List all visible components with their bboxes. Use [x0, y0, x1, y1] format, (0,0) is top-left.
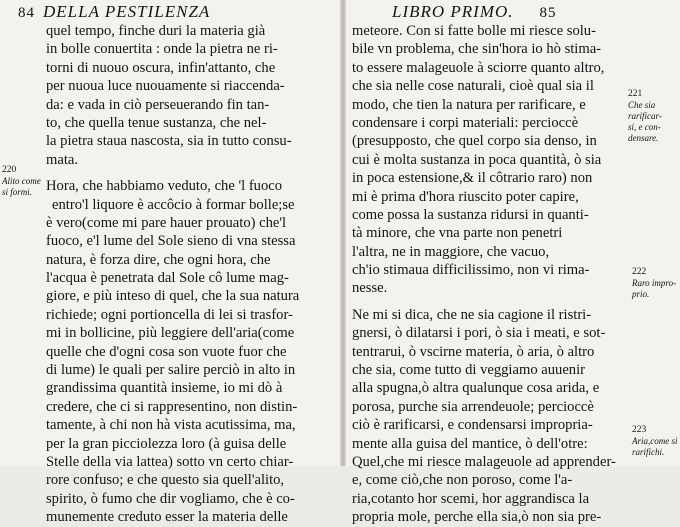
- text-line: tamente, à chi non hà vista acutissima, ma,: [46, 417, 296, 434]
- text-line: (presupposto, che quel corpo sia denso, in: [352, 133, 597, 150]
- text-line: che sia, come tutto di veggiamo auuenir: [352, 362, 586, 379]
- text-line: da: e vada in ciò perseuerando fin tan-: [46, 96, 270, 113]
- text-line: ch'io stimaua difficilissimo, non vi rima-: [352, 262, 590, 279]
- text-line: Stelle della via lattea) sotto vn certo chiar-: [46, 453, 294, 470]
- text-line: ciò è rarificarsi, e condensarsi impropria-: [352, 417, 593, 434]
- margin-note-number: 221: [628, 89, 643, 99]
- margin-note-text: Alito come si formi.: [2, 176, 41, 197]
- text-line: che sia nelle cose naturali, cioè qual sia il: [352, 78, 594, 95]
- paragraph-start-line: Hora, che habbiamo veduto, che 'l fuoco: [46, 178, 283, 195]
- text-line: natura, è forza dire, che ogni hora, che: [46, 251, 271, 268]
- text-line: modo, che tien la natura per rarificare, e: [352, 96, 586, 113]
- text-line: cui è molta sustanza in poca quantità, ò sia: [352, 151, 602, 168]
- margin-note-220: [2, 164, 41, 198]
- margin-note-text: Raro impro- prio.: [632, 278, 677, 299]
- text-line: entro'l liquore è accôcio à formar bolle;se: [52, 196, 295, 213]
- text-line: in poca estensione,& il côtrario raro) non: [352, 170, 593, 187]
- margin-note-text: Che sia rarificar- si, e con- densare.: [628, 100, 662, 143]
- text-line: mata.: [46, 151, 79, 168]
- text-line: di lume) le quali per salire perciò in alto in: [46, 362, 296, 379]
- margin-note-number: 223: [632, 425, 647, 435]
- left-page: [0, 0, 338, 526]
- margin-note-text: Aria,come si rarifichi.: [632, 436, 678, 457]
- text-line: mi in bollicine, più leggiere dell'aria(come: [46, 325, 295, 342]
- right-head-title: LIBRO PRIMO.: [392, 2, 514, 21]
- text-line: la pietra staua nascosta, sia in tutto consu-: [46, 133, 292, 150]
- text-line: per la gran picciolezza loro (à guisa delle: [46, 435, 287, 452]
- text-line: quelle che d'ogni cosa son vuote fuor che: [46, 343, 287, 360]
- text-line: munemente creduto esser la materia delle: [46, 509, 288, 526]
- margin-note-222: [632, 266, 676, 300]
- text-line: spirito, ò fumo che dir vogliamo, che è co-: [46, 490, 295, 507]
- left-running-head: [18, 2, 210, 22]
- text-line: richiede; ogni portioncella di lei si trasfor-: [46, 306, 293, 323]
- text-line: ria,cotanto hor scemi, hor aggrandisca la: [352, 490, 590, 507]
- text-line: l'acqua è penetrata dal Sole cô lume mag-: [46, 270, 289, 287]
- text-line: condensare i corpi materiali: percioccè: [352, 114, 579, 131]
- text-line: come possa la sustanza ridursi in quanti-: [352, 206, 589, 223]
- right-page: [346, 0, 680, 526]
- text-line: mi è prima d'hora riuscito poter capire,: [352, 188, 579, 205]
- margin-note-221: [628, 88, 662, 144]
- text-line: to essere malageuole à sciorre quanto altro,: [352, 59, 605, 76]
- text-line: torni di nuouo oscura, infin'attanto, che: [46, 59, 276, 76]
- text-line: l'altra, ne in maggiore, che vacuo,: [352, 243, 550, 260]
- right-page-number: 85: [539, 5, 557, 21]
- text-line: tentrarui, ò vscirne materia, ò aria, ò altro: [352, 343, 595, 360]
- text-line: per nuoua luce nuouamente si riaccenda-: [46, 78, 285, 95]
- text-line: nesse.: [352, 280, 388, 297]
- text-line: bile vn problema, che sin'hora io hò stima-: [352, 41, 602, 58]
- right-body-text: [352, 22, 628, 527]
- text-line: gnersi, ò dilatarsi i pori, ò sia i meati, e sot-: [352, 325, 606, 342]
- text-line: credere, che ci si rappresentino, non distin-: [46, 398, 298, 415]
- text-line: porosa, purche sia arrendeuole; percioccè: [352, 398, 594, 415]
- text-line: tà minore, che vna parte non penetri: [352, 225, 563, 242]
- left-body-text: [46, 22, 332, 527]
- text-line: e, come ciò,che non poroso, come l'a-: [352, 472, 573, 489]
- right-running-head: [392, 2, 557, 22]
- text-line: giore, e più inteso di quel, che la sua natura: [46, 288, 300, 305]
- text-line: fuoco, e'l lume del Sole sieno di vna stessa: [46, 233, 296, 250]
- text-line: è vero(come mi pare hauer prouato) che'l: [46, 214, 287, 231]
- text-line: rore confuso; e che questo sia quell'alito,: [46, 472, 285, 489]
- left-head-title: DELLA PESTILENZA: [43, 2, 211, 21]
- text-line: propria mole, perche ella sia,ò non sia pre-: [352, 509, 602, 526]
- text-line: in bolle conuertita : onde la pietra ne ri-: [46, 41, 278, 58]
- text-line: mente alla guisa del mantice, ò dell'otre:: [352, 435, 588, 452]
- text-line: grandissima quantità insieme, io mi dò à: [46, 380, 283, 397]
- text-line: meteore. Con si fatte bolle mi riesce solu-: [352, 23, 596, 39]
- text-line: to, che quella tenue sustanza, che nel-: [46, 114, 267, 131]
- text-line: Quel,che mi riesce malageuole ad apprender-: [352, 453, 616, 470]
- margin-note-number: 220: [2, 165, 17, 175]
- paragraph-start-line: Ne mi si dica, che ne sia cagione il ristri-: [352, 306, 592, 323]
- text-line: alla spugna,ò altra qualunque cosa arida, e: [352, 380, 600, 397]
- text-line: quel tempo, finche duri la materia già: [46, 23, 266, 39]
- margin-note-223: [632, 424, 678, 458]
- left-page-number: 84: [18, 5, 35, 21]
- margin-note-number: 222: [632, 267, 647, 277]
